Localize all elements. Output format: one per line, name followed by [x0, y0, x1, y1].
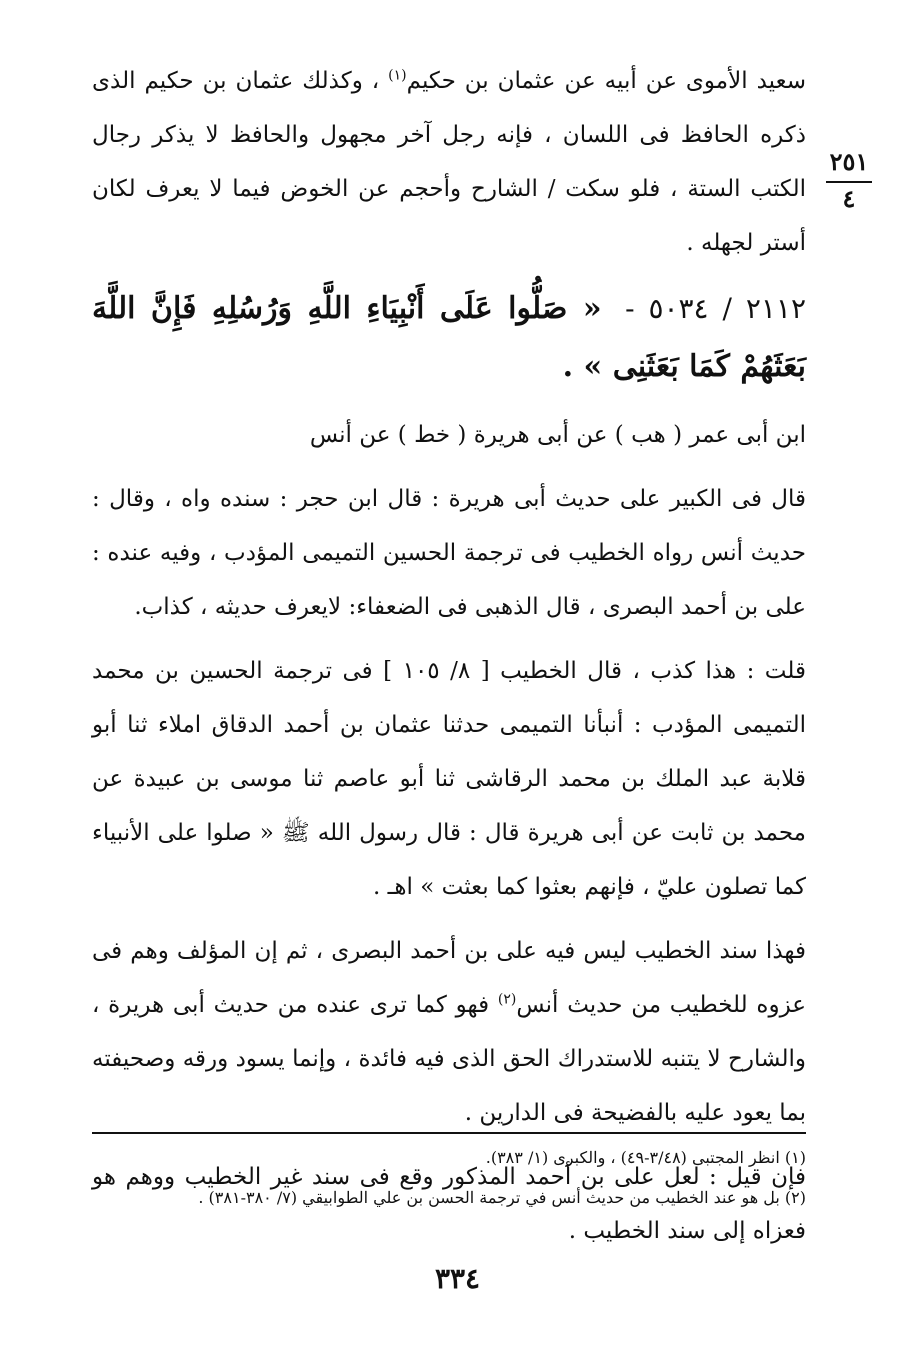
paragraph-commentary: قال فى الكبير على حديث أبى هريرة : قال ابن حجر : سنده واه ، وقال : حديث أنس رواه الخطيب فى ترجمة الحسين التميمى المؤدب ، وفيه عنده : على بن أحمد البصرى ، قال الذهبى فى الضعفاء: لايعرف حديثه ، كذاب. — [92, 486, 806, 620]
paragraph-5 — [92, 924, 806, 1140]
paragraph-5-text-b: فهو كما ترى عنده من حديث أبى هريرة ، والشارح لا يتنبه للاستدراك الحق الذى فيه فائدة ، وإنما يسود ورقه وصحيفته بما يعود عليه بالفضيحة فى الدارين . — [92, 992, 806, 1126]
paragraph-1-text-b: ، وكذلك عثمان بن حكيم الذى ذكره الحافظ فى اللسان ، فإنه رجل آخر مجهول والحافظ لا يذكر رجال الكتب الستة ، فلو سكت / الشارح وأحجم عن الخوض فيما لا يعرف لكان أستر لجهله . — [92, 68, 806, 256]
paragraph-1-text-a: سعيد الأموى عن أبيه عن عثمان بن حكيم — [406, 68, 806, 94]
hadith-sources: ابن أبى عمر ( هب ) عن أبى هريرة ( خط ) عن أنس — [309, 422, 806, 448]
margin-reference-divider — [826, 181, 872, 183]
main-text — [92, 54, 806, 1268]
paragraph-1 — [92, 54, 806, 270]
footnote-2: (٢) بل هو عند الخطيب من حديث أنس في ترجمة الحسن بن علي الطوابيقي (٧/ ٣٨٠-٣٨١) . — [198, 1188, 806, 1207]
page-number: ٣٣٤ — [434, 1262, 481, 1295]
paragraph-5-text-a: فهذا سند الخطيب ليس فيه على بن أحمد البصرى ، ثم إن المؤلف وهم فى عزوه للخطيب من حديث أنس — [92, 938, 806, 1018]
hadith-entry — [92, 280, 806, 396]
margin-reference-top: ٢٥١ — [829, 147, 869, 176]
footnote-1: (١) انظر المجتبى (٣/٤٨-٤٩) ، والكبرى (١/ ٣٨٣). — [485, 1148, 806, 1167]
footnote-divider — [92, 1132, 806, 1135]
footnote-ref-1: (١) — [388, 67, 407, 84]
footnote-ref-2: (٢) — [497, 991, 517, 1008]
hadith-text: « صَلُّوا عَلَى أَنْبِيَاءِ اللَّهِ وَرُسُلِهِ فَإِنَّ اللَّهَ بَعَثَهُمْ كَمَا بَعَثَنِى » . — [92, 291, 806, 384]
footnotes — [92, 1138, 806, 1218]
margin-page-reference — [818, 148, 880, 214]
paragraph-6: فإن قيل : لعل على بن أحمد المذكور وقع فى سند غير الخطيب ووهم هو فعزاه إلى سند الخطيب . — [92, 1164, 806, 1244]
paragraph-response: قلت : هذا كذب ، قال الخطيب [ ٨/ ١٠٥ ] فى ترجمة الحسين بن محمد التميمى المؤدب : أنبأنا التميمى حدثنا عثمان بن أحمد الدقاق املاء ثنا أبو قلابة عبد الملك بن محمد الرقاشى ثنا أبو عاصم ثنا موسى بن عبيدة عن محمد بن ثابت عن أبى هريرة قال : قال رسول الله ﷺ « صلوا على الأنبياء كما تصلون عليّ ، فإنهم بعثوا كما بعثت » اهـ . — [92, 658, 807, 900]
hadith-number: ٢١١٢ / ٥٠٣٤ - — [625, 292, 806, 325]
margin-reference-bottom: ٤ — [842, 183, 856, 213]
